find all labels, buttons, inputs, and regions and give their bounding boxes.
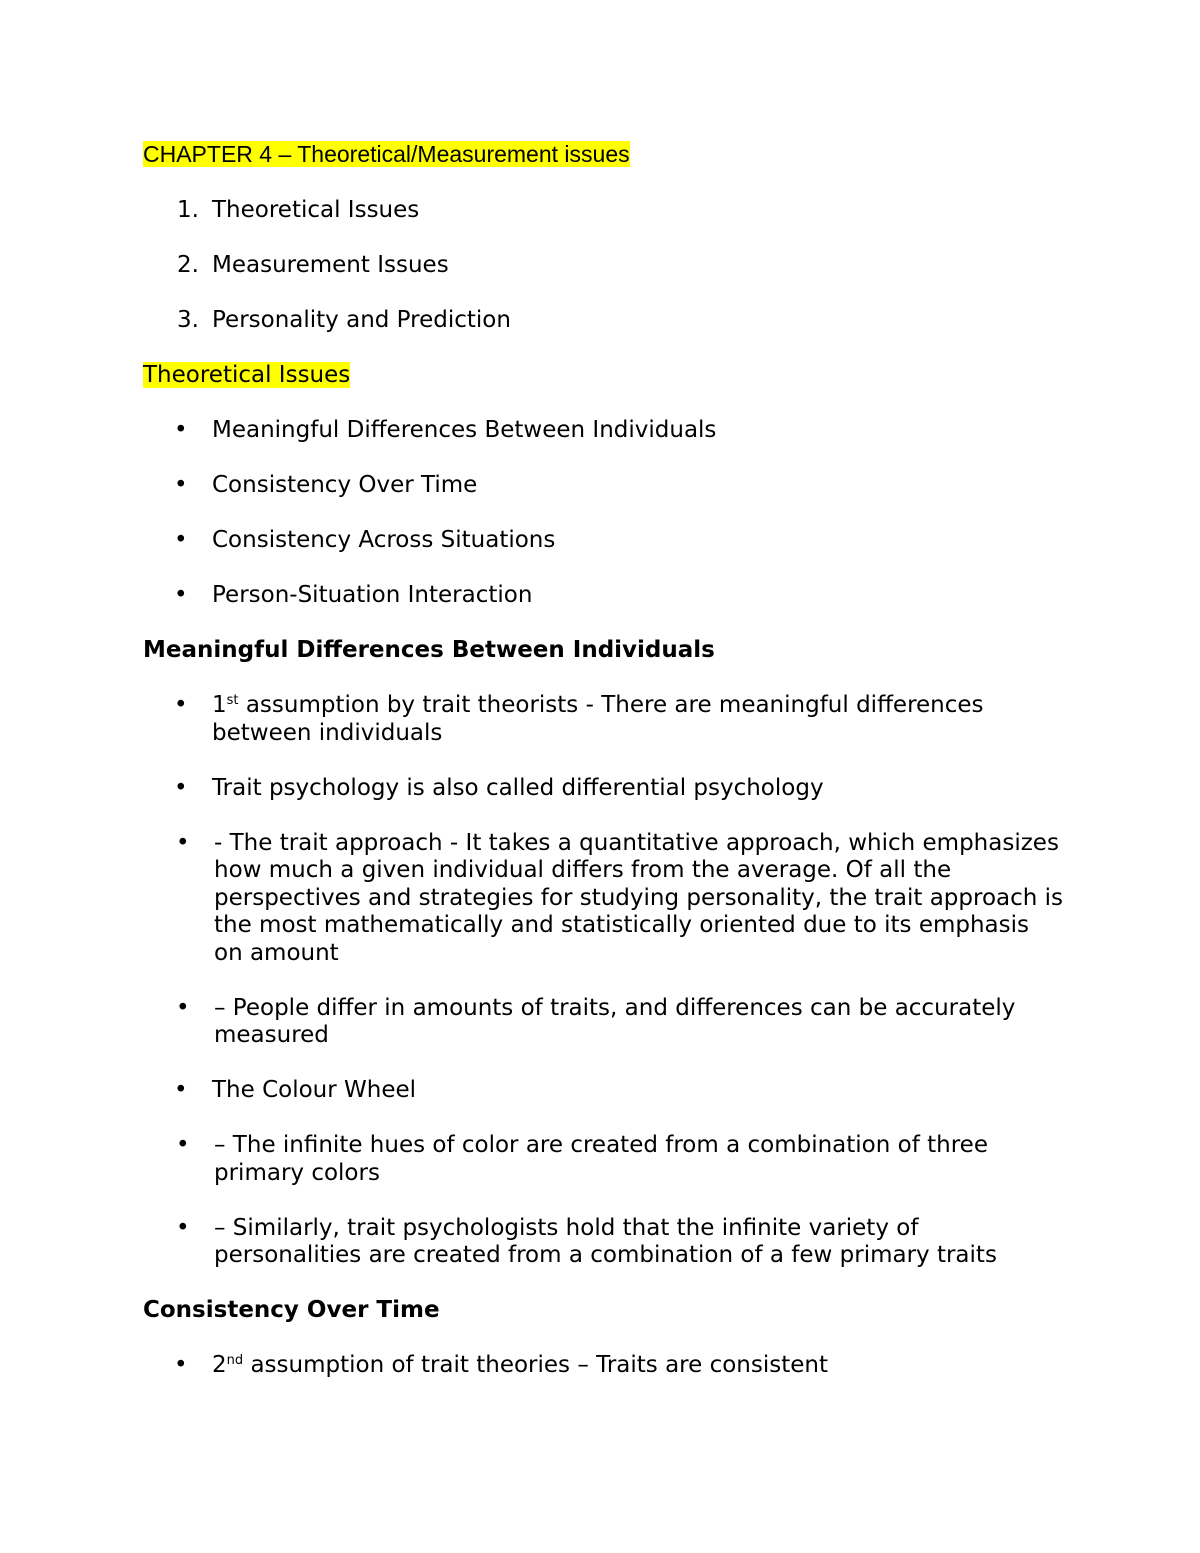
outline-number: 3. <box>177 307 199 333</box>
bullet-icon: • <box>174 527 188 553</box>
nested-list-item <box>74 1215 1063 1270</box>
list-item-text: The Colour Wheel <box>212 1077 417 1103</box>
ordinal-suffix: nd <box>226 1353 244 1368</box>
section-heading-text: Theoretical Issues <box>143 362 351 388</box>
bullet-icon: • <box>176 994 190 1021</box>
outline-number: 2. <box>177 252 199 278</box>
list-item <box>143 472 1063 500</box>
list-item <box>143 527 1063 555</box>
bullet-icon: • <box>174 1077 188 1103</box>
list-item-rest: assumption of trait theories – Traits are consistent <box>243 1352 828 1378</box>
list-item <box>143 1352 1063 1380</box>
bullet-icon: • <box>174 582 188 608</box>
nested-list-item-text: – People differ in amounts of traits, and differences can be accurately measured <box>214 994 1016 1048</box>
nested-list-item-text: – Similarly, trait psychologists hold that the infinite variety of personalities are created from a combination of a few primary traits <box>214 1214 997 1268</box>
chapter-title <box>143 141 1063 169</box>
nested-list-item <box>74 1132 1063 1187</box>
bullet-icon: • <box>176 1214 190 1241</box>
nested-list-item-text: – The infinite hues of color are created from a combination of three primary colors <box>214 1132 988 1186</box>
bullet-icon: • <box>174 692 188 718</box>
bullet-icon: • <box>176 1132 190 1158</box>
bullet-icon: • <box>174 1352 188 1378</box>
chapter-title-text: CHAPTER 4 – Theoretical/Measurement issues <box>143 141 630 167</box>
nested-list-item <box>74 995 1063 1050</box>
nested-list <box>74 830 1063 1050</box>
outline-number: 1. <box>177 197 199 223</box>
ordinal-number: 1 <box>212 692 227 718</box>
bullet-icon: • <box>174 417 188 443</box>
list-item-text: Person-Situation Interaction <box>212 582 533 608</box>
bullet-icon: • <box>176 829 190 856</box>
list-item <box>143 417 1063 445</box>
section-heading-theoretical-issues <box>143 362 1063 390</box>
list-item-rest: assumption by trait theorists - There are meaningful differences between individuals <box>212 692 984 746</box>
list-item-text: Consistency Across Situations <box>212 527 556 553</box>
bullet-icon: • <box>174 472 188 498</box>
outline-item <box>143 307 1063 335</box>
list-item-text: Meaningful Differences Between Individuals <box>212 417 717 443</box>
section-heading-meaningful-differences: Meaningful Differences Between Individuals <box>143 637 715 663</box>
list-item <box>143 775 1063 803</box>
list-item-text: Trait psychology is also called differential psychology <box>212 774 824 801</box>
ordinal-number: 2 <box>212 1352 227 1378</box>
theoretical-issues-list <box>143 417 1063 610</box>
nested-list <box>74 1132 1063 1270</box>
consistency-over-time-list <box>143 1352 1063 1380</box>
outline-item-text: Measurement Issues <box>212 252 449 278</box>
ordinal-suffix: st <box>226 693 239 708</box>
outline-item <box>143 252 1063 280</box>
nested-list-item-text: - The trait approach - It takes a quantitative approach, which emphasizes how much a given individual differs from the average. Of all the perspectives and strategies for studying personality, the trait approach is the most mathematically and statistically oriented due to its emphasis on amount <box>214 829 1064 966</box>
section-heading-consistency-over-time: Consistency Over Time <box>143 1297 440 1323</box>
bullet-icon: • <box>174 774 188 801</box>
outline-item-text: Personality and Prediction <box>212 307 511 333</box>
list-item-text <box>212 692 984 746</box>
nested-list-item <box>74 830 1063 968</box>
list-item-text <box>212 1352 828 1378</box>
list-item <box>143 692 1063 747</box>
document-page <box>143 141 1063 1407</box>
nested-list-wrapper <box>74 830 1063 1050</box>
list-item <box>143 1077 1063 1105</box>
outline-list <box>143 197 1063 335</box>
meaningful-differences-list <box>143 692 1063 1270</box>
nested-list-wrapper <box>74 1132 1063 1270</box>
list-item <box>143 582 1063 610</box>
outline-item <box>143 197 1063 225</box>
outline-item-text: Theoretical Issues <box>212 197 420 223</box>
list-item-text: Consistency Over Time <box>212 472 478 498</box>
